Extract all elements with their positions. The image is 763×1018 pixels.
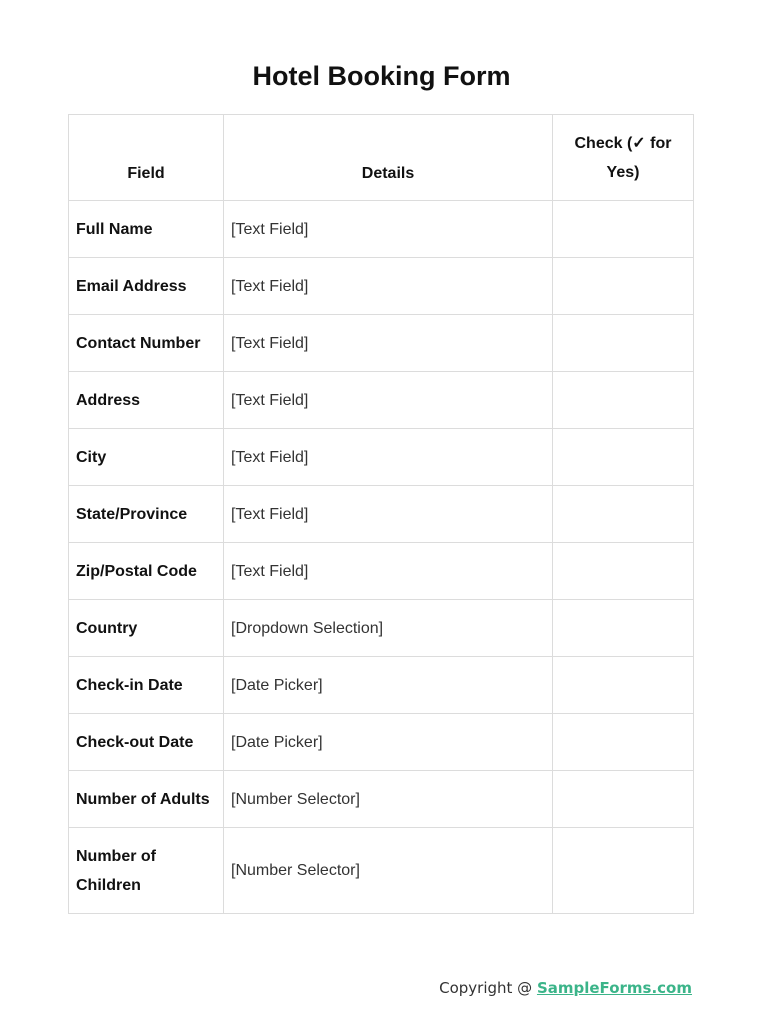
column-header-field: Field — [69, 115, 224, 201]
check-cell[interactable] — [553, 315, 694, 372]
table-row — [69, 771, 694, 828]
details-cell[interactable]: [Text Field] — [224, 372, 553, 429]
field-label: Email Address — [69, 258, 224, 315]
copyright-footer — [439, 979, 692, 997]
check-cell[interactable] — [553, 657, 694, 714]
table-row — [69, 714, 694, 771]
check-cell[interactable] — [553, 372, 694, 429]
field-label: Number of Adults — [69, 771, 224, 828]
table-row — [69, 429, 694, 486]
field-label: City — [69, 429, 224, 486]
table-row — [69, 543, 694, 600]
table-row — [69, 201, 694, 258]
check-cell[interactable] — [553, 201, 694, 258]
field-label: Country — [69, 600, 224, 657]
booking-table — [68, 114, 694, 914]
field-label: Check-in Date — [69, 657, 224, 714]
check-cell[interactable] — [553, 543, 694, 600]
check-cell[interactable] — [553, 828, 694, 914]
table-row — [69, 315, 694, 372]
field-label: State/Province — [69, 486, 224, 543]
check-cell[interactable] — [553, 771, 694, 828]
table-row — [69, 372, 694, 429]
check-cell[interactable] — [553, 429, 694, 486]
details-cell[interactable]: [Text Field] — [224, 201, 553, 258]
page-title: Hotel Booking Form — [252, 61, 511, 91]
field-label: Full Name — [69, 201, 224, 258]
check-cell[interactable] — [553, 714, 694, 771]
table-row — [69, 258, 694, 315]
table-row — [69, 486, 694, 543]
check-cell[interactable] — [553, 600, 694, 657]
details-cell[interactable]: [Number Selector] — [224, 771, 553, 828]
field-label: Number of Children — [69, 828, 224, 914]
details-cell[interactable]: [Number Selector] — [224, 828, 553, 914]
details-cell[interactable]: [Text Field] — [224, 429, 553, 486]
field-label: Address — [69, 372, 224, 429]
details-cell[interactable]: [Text Field] — [224, 486, 553, 543]
details-cell[interactable]: [Text Field] — [224, 258, 553, 315]
details-cell[interactable]: [Dropdown Selection] — [224, 600, 553, 657]
details-cell[interactable]: [Date Picker] — [224, 657, 553, 714]
table-header-row — [69, 115, 694, 201]
column-header-check: Check (✓ for Yes) — [553, 115, 694, 201]
table-row — [69, 600, 694, 657]
details-cell[interactable]: [Date Picker] — [224, 714, 553, 771]
table-row — [69, 657, 694, 714]
check-cell[interactable] — [553, 486, 694, 543]
brand-link[interactable]: SampleForms.com — [536, 979, 692, 997]
details-cell[interactable]: [Text Field] — [224, 315, 553, 372]
field-label: Contact Number — [69, 315, 224, 372]
table-row — [69, 828, 694, 914]
field-label: Zip/Postal Code — [69, 543, 224, 600]
copyright-text: Copyright @ — [439, 979, 537, 997]
check-cell[interactable] — [553, 258, 694, 315]
details-cell[interactable]: [Text Field] — [224, 543, 553, 600]
field-label: Check-out Date — [69, 714, 224, 771]
column-header-details: Details — [224, 115, 553, 201]
